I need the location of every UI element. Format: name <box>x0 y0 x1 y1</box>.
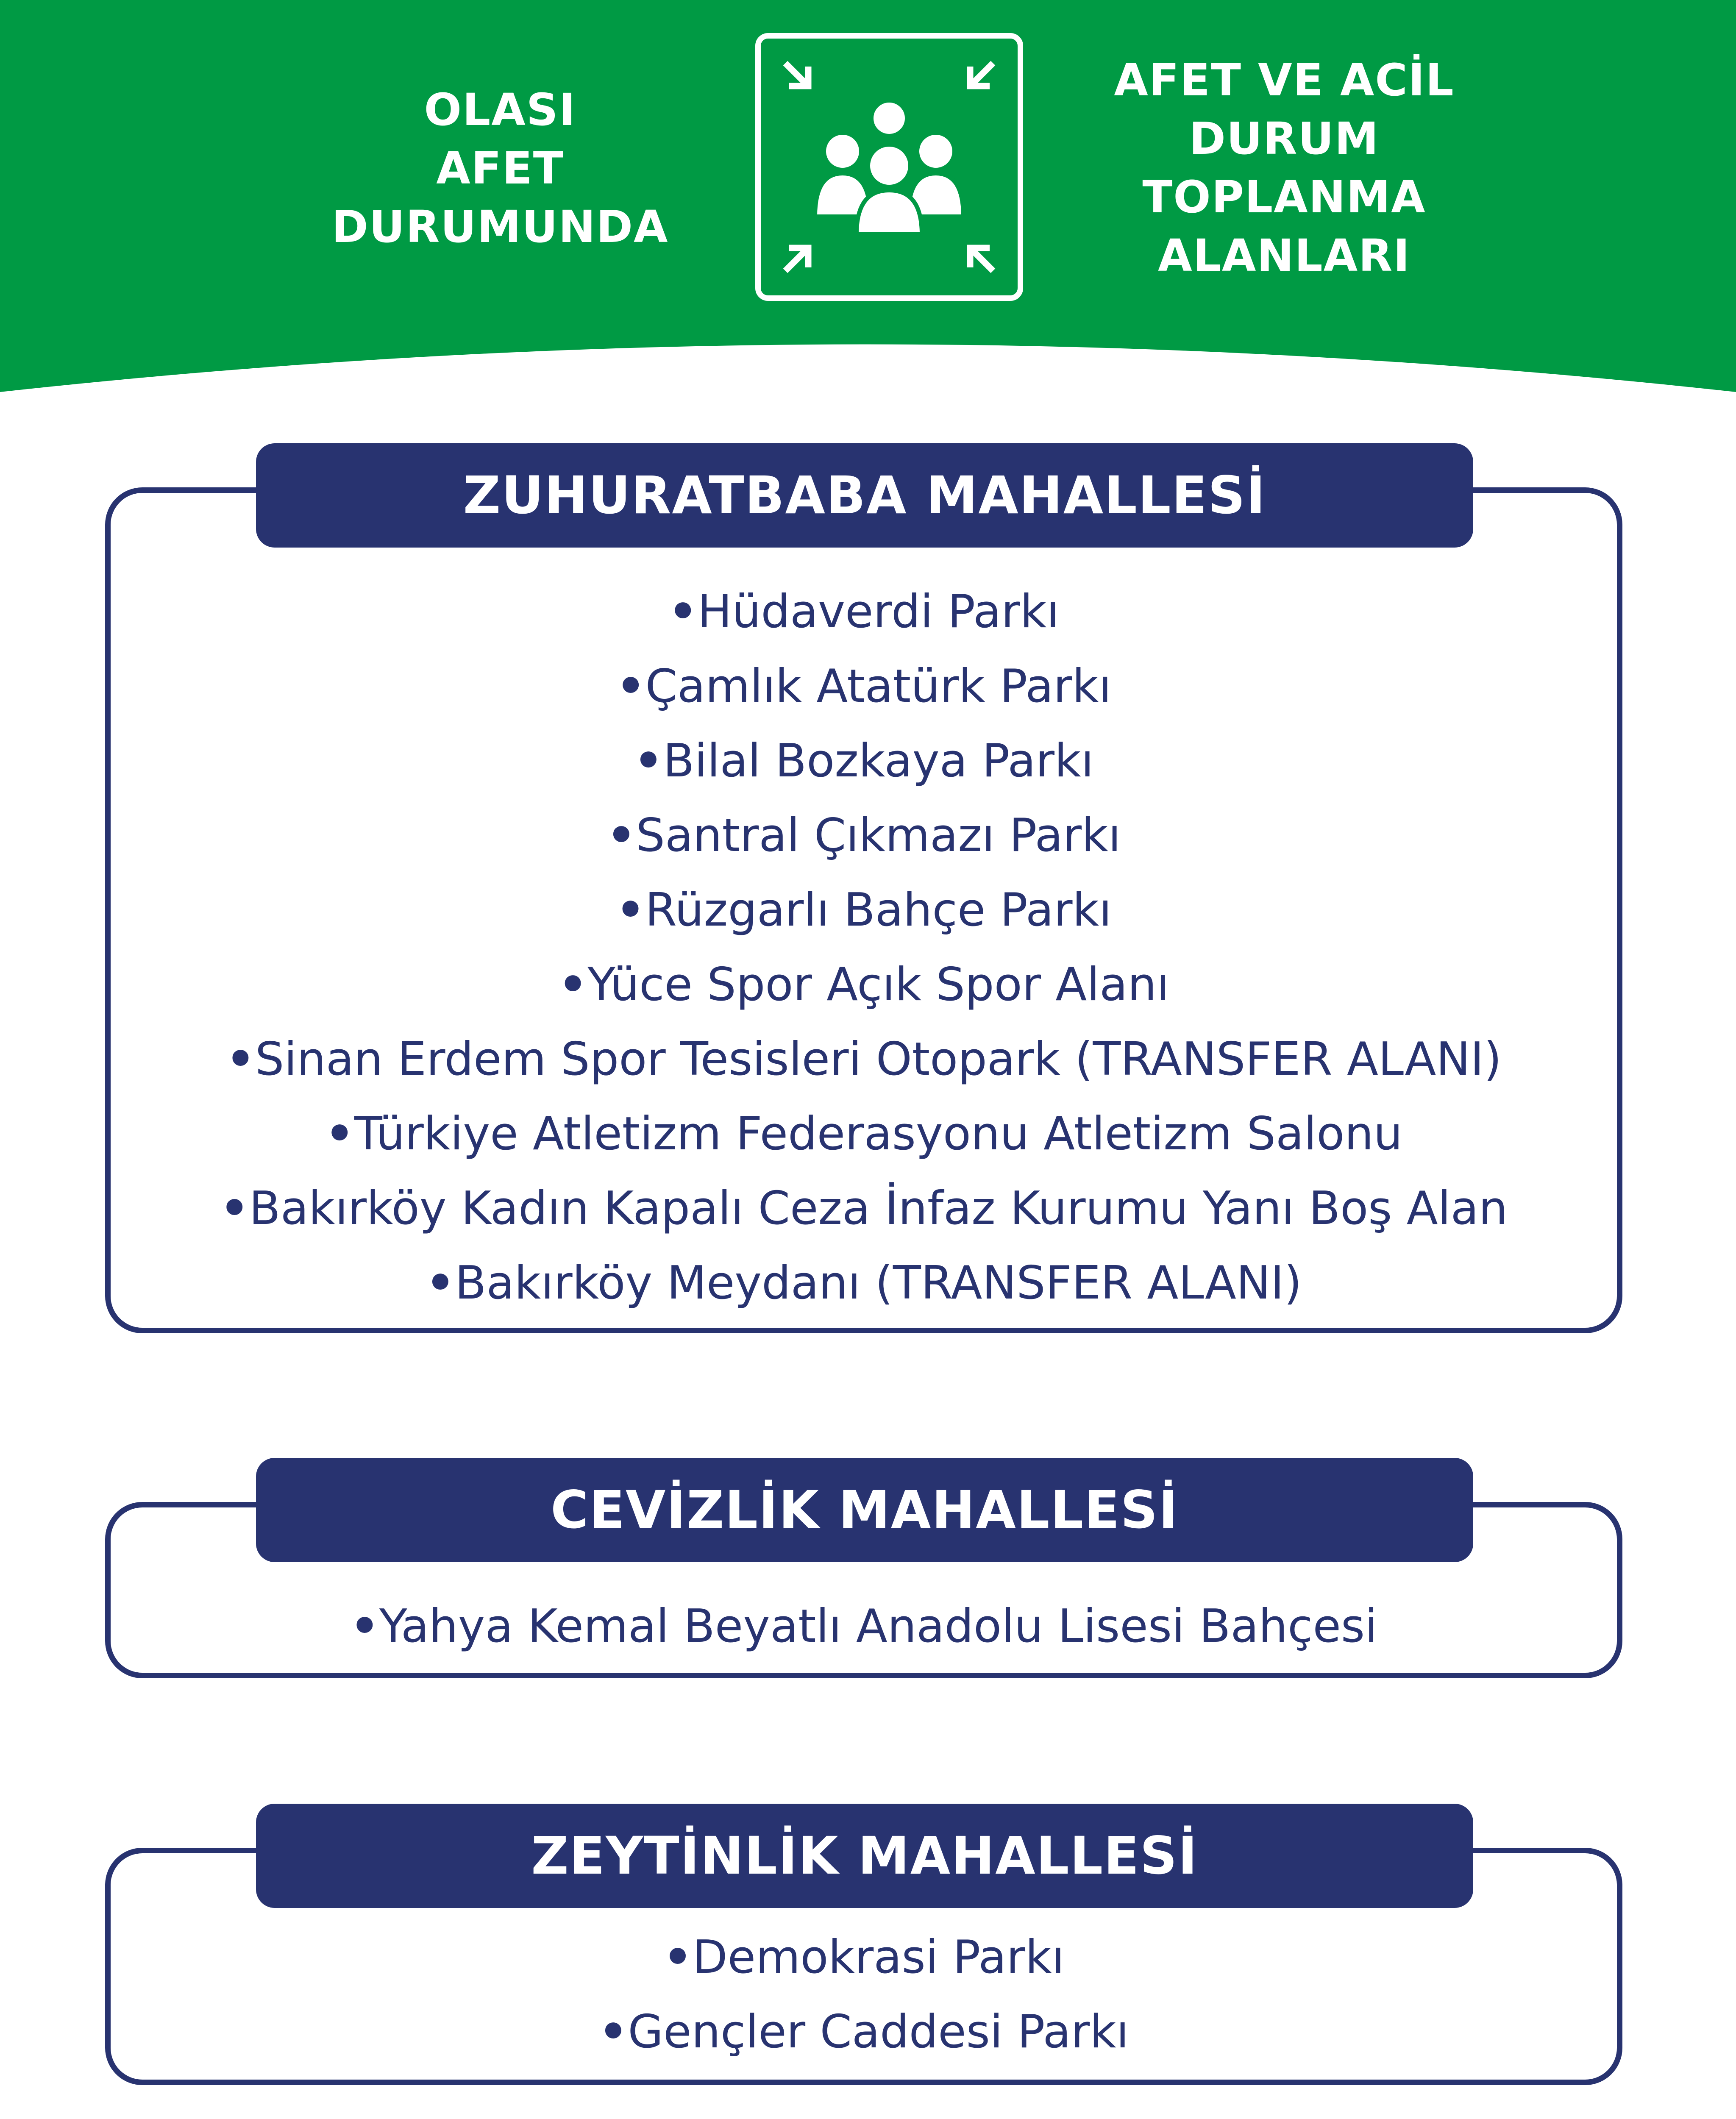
list-item <box>105 1995 1622 2069</box>
list-item <box>105 948 1622 1022</box>
list-item-label: Rüzgarlı Bahçe Parkı <box>645 884 1112 937</box>
assembly-area-list <box>105 575 1622 1321</box>
list-item-label: Bakırköy Kadın Kapalı Ceza İnfaz Kurumu Yanı Boş Alan <box>249 1182 1508 1235</box>
list-item <box>105 798 1622 873</box>
header-left-line: OLASI <box>424 84 576 136</box>
list-item <box>105 1171 1622 1246</box>
bullet-icon: • <box>616 660 645 713</box>
header-right-line: DURUM <box>1189 113 1380 164</box>
bullet-icon: • <box>558 958 588 1011</box>
bullet-icon: • <box>606 809 636 862</box>
bullet-icon: • <box>325 1107 354 1160</box>
list-item <box>105 1097 1622 1171</box>
section-title: ZUHURATBABA MAHALLESİ <box>256 443 1473 548</box>
assembly-area-logo <box>755 33 1023 301</box>
list-item-label: Bilal Bozkaya Parkı <box>663 734 1094 787</box>
header-left-text <box>292 81 708 256</box>
list-item <box>105 1920 1622 1995</box>
bullet-icon: • <box>668 585 698 638</box>
list-item-label: Türkiye Atletizm Federasyonu Atletizm Salonu <box>354 1107 1403 1160</box>
bullet-icon: • <box>663 1931 693 1984</box>
list-item <box>105 649 1622 724</box>
header-left-line: DURUMUNDA <box>331 201 669 253</box>
list-item <box>105 1246 1622 1321</box>
list-item-label: Bakırköy Meydanı (TRANSFER ALANI) <box>455 1257 1302 1310</box>
list-item <box>105 1022 1622 1097</box>
bullet-icon: • <box>634 734 663 787</box>
bullet-icon: • <box>615 884 645 937</box>
list-item-label: Hüdaverdi Parkı <box>697 585 1060 638</box>
header-left-line: AFET <box>436 142 564 194</box>
bullet-icon: • <box>225 1033 255 1086</box>
section-title: ZEYTİNLİK MAHALLESİ <box>256 1804 1473 1908</box>
section-zeytinlik <box>105 1804 1622 2085</box>
assembly-area-icon <box>761 39 1018 295</box>
list-item-label: Yahya Kemal Beyatlı Anadolu Lisesi Bahçesi <box>379 1600 1378 1653</box>
header-right-line: TOPLANMA <box>1142 171 1426 223</box>
list-item-label: Santral Çıkmazı Parkı <box>636 809 1121 862</box>
list-item <box>105 575 1622 649</box>
bullet-icon: • <box>426 1257 455 1310</box>
section-zuhuratbaba <box>105 443 1622 1333</box>
list-item-label: Demokrasi Parkı <box>692 1931 1065 1984</box>
header-right-line: AFET VE ACİL <box>1114 54 1455 106</box>
bullet-icon: • <box>350 1600 379 1653</box>
bullet-icon: • <box>220 1182 249 1235</box>
section-title: CEVİZLİK MAHALLESİ <box>256 1458 1473 1562</box>
list-item-label: Yüce Spor Açık Spor Alanı <box>587 958 1169 1011</box>
header-right-line: ALANLARI <box>1158 230 1410 281</box>
header-right-text <box>1068 51 1500 285</box>
assembly-area-list <box>105 1920 1622 2069</box>
list-item-label: Sinan Erdem Spor Tesisleri Otopark (TRANSFER ALANI) <box>255 1033 1502 1086</box>
list-item-label: Gençler Caddesi Parkı <box>628 2005 1129 2058</box>
list-item <box>105 724 1622 798</box>
list-item <box>105 1589 1622 1664</box>
list-item-label: Çamlık Atatürk Parkı <box>645 660 1112 713</box>
bullet-icon: • <box>598 2005 628 2058</box>
header <box>0 0 1736 398</box>
assembly-area-list <box>105 1589 1622 1664</box>
list-item <box>105 873 1622 948</box>
section-cevizlik <box>105 1458 1622 1678</box>
